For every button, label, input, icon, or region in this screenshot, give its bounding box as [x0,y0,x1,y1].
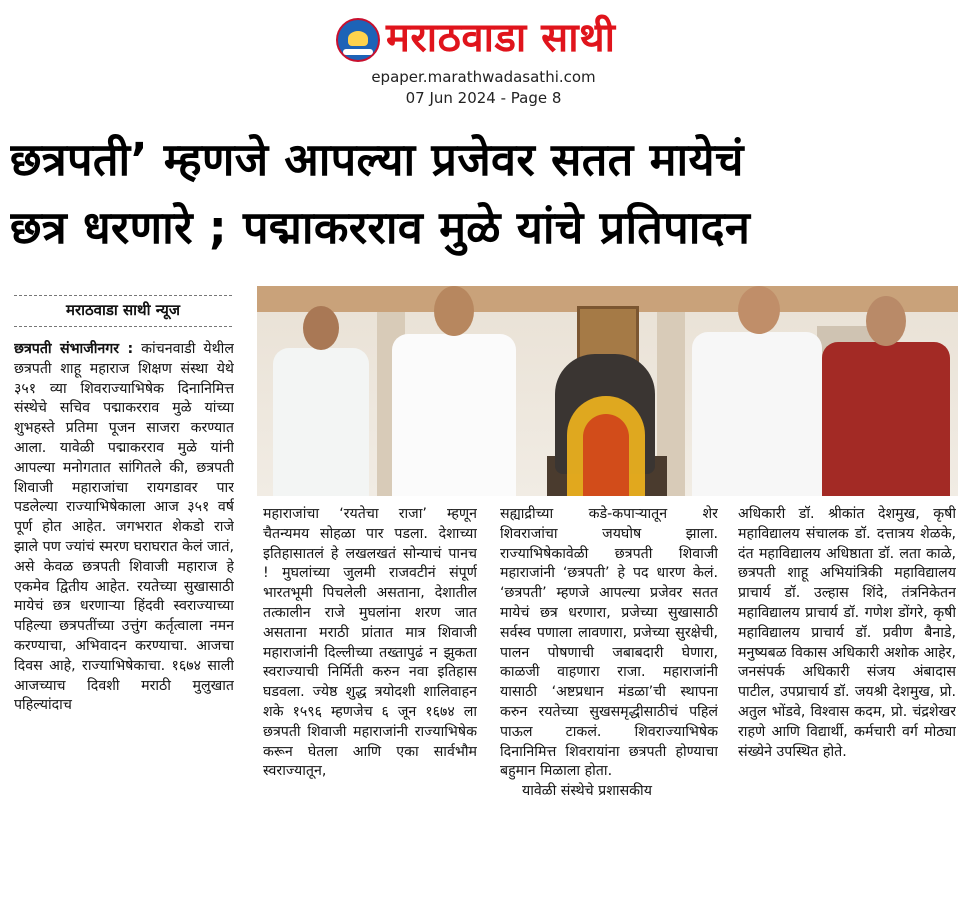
article-column-3 [500,505,718,905]
column-3-text: सह्याद्रीच्या कडे-कपाऱ्यातून शेर शिवराजांचा जयघोष झाला. राज्याभिषेकावेळी छत्रपती शिवाजी महाराजांनी ‘छत्रपती’ हे पद धारण केलं. ‘छत्रपती’ म्हणजे आपल्या प्रजेवर सतत मायेचं छत्र धरणारा, प्रजेच्या सुखासाठी सर्वस्व पणाला लावणारा, प्रजेच्या सुरक्षेची, पालन पोषणाची जबाबदारी घेणारा, काळजी वाहणारा राजा. महाराजांनी यासाठी ‘अष्टप्रधान मंडळा’ची स्थापना करुन रयतेच्या सुखसमृद्धीसाठीचं पहिलं पाऊल टाकलं. शिवराज्याभिषेक दिनानिमित्त शिवरायांना छत्रपती होण्याचा बहुमान मिळाला होता. [500,506,718,780]
headline-line-2: छत्र धरणारे ; पद्माकरराव मुळे यांचे प्रतिपादन [10,201,751,254]
event-photo [257,286,958,496]
article-column-2: महाराजांचा ‘रयतेचा राजा’ म्हणून चैतन्यमय सोहळा पार पडला. देशाच्या इतिहासातलं हे लखलखतं सोन्याचं पानच ! मुघलांच्या जुलमी राजवटीनं संपूर्ण भारतभूमी पिचलेली असताना, देशातील तत्कालीन राजे मुघलांना शरण जात असताना मराठी प्रांतात मात्र शिवाजी महाराजांनी दिल्लीच्या तख्तापुढं न झुकता स्वराज्याची निर्मिती करुन नवा इतिहास घडवला. ज्येष्ठ शुद्ध त्रयोदशी शालिवाहन शके १५९६ म्हणजेच ६ जून १६७४ ला छत्रपती शिवाजी महाराजांनी राज्याभिषेक करून घेतला आणि एका सार्वभौम स्वराज्यातून, [263,506,477,780]
newspaper-brand: मराठवाडा साथी [386,15,616,61]
article-headline [10,126,960,262]
edition-date-page: 07 Jun 2024 - Page 8 [405,89,562,107]
article-column-1 [14,340,234,905]
epaper-url: epaper.marathwadasathi.com [371,68,596,86]
column-1-text: कांचनवाडी येथील छत्रपती शाहू महाराज शिक्षण संस्था येथे ३५१ व्या शिवराज्याभिषेक दिनानिमित्त संस्थेचे सचिव पद्माकरराव मुळे यांच्या शुभहस्ते प्रतिमा पूजन साजरा करण्यात आला. यावेळी पद्माकरराव मुळे यांनी आपल्या मनोगतात सांगितले की, छत्रपती शिवाजी महाराजांचा रायगडावर पार पडलेल्या राज्याभिषेकाला आज ३५१ वर्ष पूर्ण होत आहेत. जगभरात शेकडो राजे झाले पण ज्यांचं स्मरण घराघरात केलं जातं, असे केवळ छत्रपती शिवाजी महाराज हे एकमेव द्वितीय आहेत. रयतेच्या सुखासाठी मायेचं छत्र धरणाऱ्या हिंदवी स्वराज्याच्या पहिल्या छत्रपतींच्या उत्तुंग कर्तृत्वाला नमन करण्याचा, अभिवादन करण्याचा. आजचा दिवस आहे, राज्याभिषेकाचा. १६७४ साली आजच्याच दिवशी मराठी मुलुखात पहिल्यांदाच [14,341,234,714]
masthead [0,6,967,64]
newspaper-emblem-icon [336,18,380,62]
dateline: छत्रपती संभाजीनगर : [14,341,134,357]
headline-line-1: छत्रपती’ म्हणजे आपल्या प्रजेवर सतत मायेचं [10,133,744,186]
article-column-4: अधिकारी डॉ. श्रीकांत देशमुख, कृषी महाविद्यालय संचालक डॉ. दत्तात्रय शेळके, दंत महाविद्यालय अधिष्ठाता डॉ. लता काळे, छत्रपती शाहू अभियांत्रिकी महाविद्यालय प्राचार्य डॉ. उल्हास शिंदे, तंत्रनिकेतन महाविद्यालय प्राचार्य डॉ. गणेश डोंगरे, कृषी महाविद्यालय प्राचार्य डॉ. प्रवीण बैनाडे, मनुष्यबळ विकास अधिकारी अशोक आहेर, जनसंपर्क अधिकारी संजय अंबादास पाटील, उपप्राचार्य डॉ. जयश्री देशमुख, प्रो. अतुल भोंडवे, विश्वास कदम, प्रो. चंद्रशेखर राहणे आणि विद्यार्थी, कर्मचारी वर्ग मोठ्या संख्येने उपस्थित होते. [738,506,956,760]
column-3-paragraph-2: यावेळी संस्थेचे प्रशासकीय [522,783,652,800]
byline: मराठवाडा साथी न्यूज [14,295,232,327]
